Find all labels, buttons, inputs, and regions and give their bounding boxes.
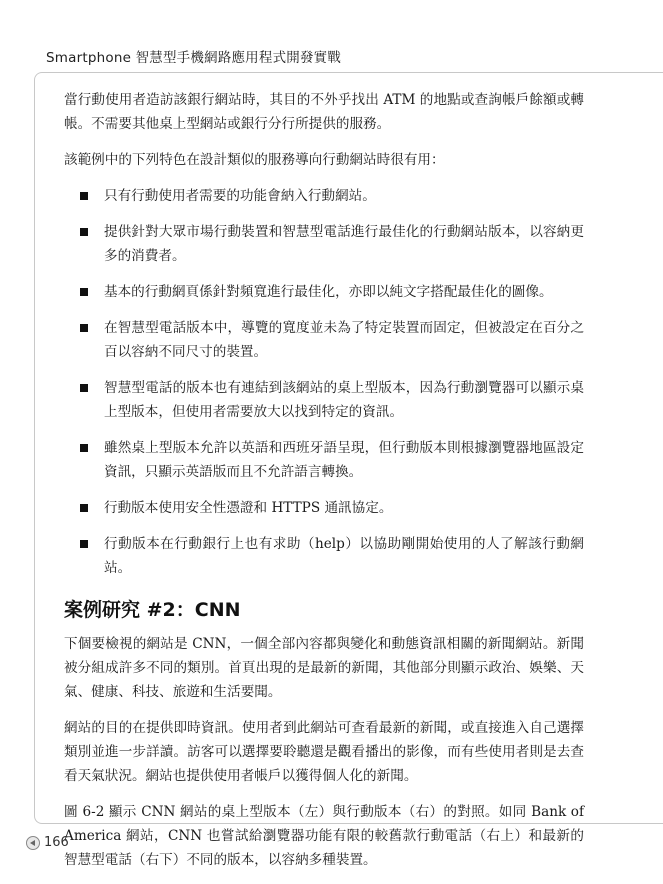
list-item bbox=[64, 376, 584, 424]
square-bullet-icon bbox=[80, 540, 88, 548]
running-header: Smartphone 智慧型手機網路應用程式開發實戰 bbox=[46, 50, 342, 66]
square-bullet-icon bbox=[80, 324, 88, 332]
list-item-text: 行動版本使用安全性憑證和 HTTPS 通訊協定。 bbox=[104, 500, 393, 516]
list-item bbox=[64, 280, 584, 304]
page-content bbox=[64, 88, 584, 884]
section-heading-cnn: 案例研究 #2：CNN bbox=[64, 599, 241, 621]
list-item bbox=[64, 316, 584, 364]
page-number: 166 bbox=[44, 835, 69, 850]
list-item-text: 提供針對大眾市場行動裝置和智慧型電話進行最佳化的行動網站版本，以容納更多的消費者。 bbox=[104, 224, 584, 264]
list-item bbox=[64, 184, 584, 208]
list-item-text: 智慧型電話的版本也有連結到該網站的桌上型版本，因為行動瀏覽器可以顯示桌上型版本，但使用者需要放大以找到特定的資訊。 bbox=[104, 380, 584, 420]
list-item bbox=[64, 496, 584, 520]
list-item-text: 基本的行動網頁係針對頻寬進行最佳化，亦即以純文字搭配最佳化的圖像。 bbox=[104, 284, 553, 300]
page-footer bbox=[26, 835, 69, 850]
list-item-text: 行動版本在行動銀行上也有求助（help）以協助剛開始使用的人了解該行動網站。 bbox=[104, 536, 584, 576]
square-bullet-icon bbox=[80, 228, 88, 236]
list-item bbox=[64, 220, 584, 268]
square-bullet-icon bbox=[80, 288, 88, 296]
square-bullet-icon bbox=[80, 384, 88, 392]
paragraph-atm: 當行動使用者造訪該銀行網站時，其目的不外乎找出 ATM 的地點或查詢帳戶餘額或轉帳。不需要其他桌上型網站或銀行分行所提供的服務。 bbox=[64, 92, 584, 132]
list-item-text: 雖然桌上型版本允許以英語和西班牙語呈現，但行動版本則根據瀏覽器地區設定資訊，只顯示英語版而且不允許語言轉換。 bbox=[104, 440, 584, 480]
paragraph-cnn-figure: 圖 6-2 顯示 CNN 網站的桌上型版本（左）與行動版本（右）的對照。如同 Bank of America 網站，CNN 也嘗試給瀏覽器功能有限的較舊款行動電話（右上）和最新的智慧型電話（右下）不同的版本，以容納多種裝置。 bbox=[64, 804, 584, 868]
left-arrow-icon bbox=[26, 836, 40, 850]
square-bullet-icon bbox=[80, 444, 88, 452]
features-list bbox=[64, 184, 584, 580]
list-item-text: 只有行動使用者需要的功能會納入行動網站。 bbox=[104, 188, 376, 204]
square-bullet-icon bbox=[80, 192, 88, 200]
paragraph-cnn-purpose: 網站的目的在提供即時資訊。使用者到此網站可查看最新的新聞，或直接進入自己選擇類別並進一步詳讀。訪客可以選擇要聆聽還是觀看播出的影像，而有些使用者則是去查看天氣狀況。網站也提供使用者帳戶以獲得個人化的新聞。 bbox=[64, 720, 584, 784]
features-lead: 該範例中的下列特色在設計類似的服務導向行動網站時很有用： bbox=[64, 152, 445, 168]
list-item-text: 在智慧型電話版本中，導覽的寬度並未為了特定裝置而固定，但被設定在百分之百以容納不同尺寸的裝置。 bbox=[104, 320, 584, 360]
list-item bbox=[64, 532, 584, 580]
square-bullet-icon bbox=[80, 504, 88, 512]
paragraph-cnn-intro: 下個要檢視的網站是 CNN，一個全部內容都與變化和動態資訊相關的新聞網站。新聞被分組成許多不同的類別。首頁出現的是最新的新聞，其他部分則顯示政治、娛樂、天氣、健康、科技、旅遊和生活要聞。 bbox=[64, 636, 584, 700]
list-item bbox=[64, 436, 584, 484]
